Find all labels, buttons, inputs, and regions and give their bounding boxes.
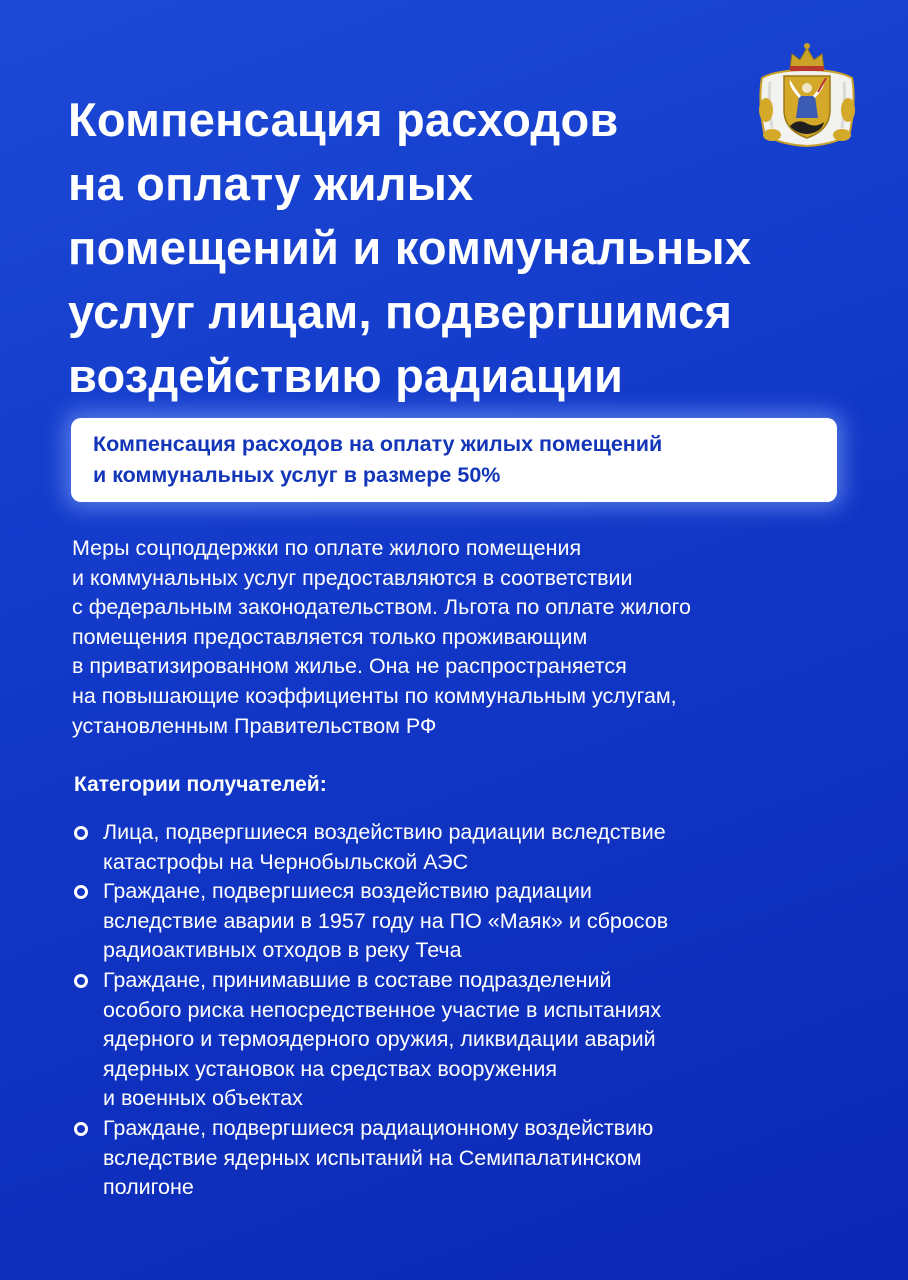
list-item-line: ядерного и термоядерного оружия, ликвидации аварий bbox=[103, 1027, 656, 1052]
list-item-line: вследствие аварии в 1957 году на ПО «Маяк» и сбросов bbox=[103, 908, 669, 933]
description-line: с федеральным законодательством. Льгота по оплате жилого bbox=[72, 595, 691, 620]
description-line: в приватизированном жилье. Она не распространяется bbox=[72, 654, 627, 679]
list-item bbox=[72, 966, 872, 1114]
bullet-ring-icon bbox=[74, 885, 88, 899]
list-item bbox=[72, 818, 872, 877]
description-line: и коммунальных услуг предоставляются в соответствии bbox=[72, 565, 633, 590]
highlight-line: Компенсация расходов на оплату жилых помещений bbox=[93, 432, 663, 456]
list-item-line: Граждане, подвергшиеся воздействию радиации bbox=[103, 879, 592, 904]
list-item-line: Граждане, принимавшие в составе подразделений bbox=[103, 967, 612, 992]
list-item-line: катастрофы на Чернобыльской АЭС bbox=[103, 849, 469, 874]
list-item-line: Граждане, подвергшиеся радиационному воздействию bbox=[103, 1115, 654, 1140]
list-item bbox=[72, 877, 872, 966]
list-item-line: ядерных установок на средствах вооружения bbox=[103, 1056, 557, 1081]
list-item-line: Лица, подвергшиеся воздействию радиации вследствие bbox=[103, 820, 666, 844]
description-line: установленным Правительством РФ bbox=[72, 713, 437, 738]
highlight-line: и коммунальных услуг в размере 50% bbox=[93, 463, 501, 487]
list-item-line: и военных объектах bbox=[103, 1086, 303, 1111]
list-item-line: радиоактивных отходов в реку Теча bbox=[103, 938, 462, 963]
bullet-ring-icon bbox=[74, 974, 88, 988]
list-item-line: полигоне bbox=[103, 1175, 194, 1200]
categories-list bbox=[72, 818, 872, 1203]
list-item-line: вследствие ядерных испытаний на Семипалатинском bbox=[103, 1145, 642, 1170]
description-line: Меры соцподдержки по оплате жилого помещения bbox=[72, 536, 582, 560]
categories-heading: Категории получателей: bbox=[74, 773, 327, 796]
title-line: помещений и коммунальных bbox=[68, 221, 752, 274]
title-line: услуг лицам, подвергшимся bbox=[68, 285, 733, 338]
description-line: помещения предоставляется только проживающим bbox=[72, 624, 588, 649]
coat-of-arms-icon bbox=[752, 40, 862, 152]
title-line: воздействию радиации bbox=[68, 349, 624, 402]
page-title bbox=[68, 88, 808, 408]
bullet-ring-icon bbox=[74, 1122, 88, 1136]
title-line: Компенсация расходов bbox=[68, 93, 619, 146]
list-item bbox=[72, 1114, 872, 1203]
list-item-line: особого риска непосредственное участие в испытаниях bbox=[103, 997, 662, 1022]
bullet-ring-icon bbox=[74, 826, 88, 840]
description-paragraph bbox=[72, 534, 892, 741]
description-line: на повышающие коэффициенты по коммунальным услугам, bbox=[72, 683, 677, 708]
highlight-card bbox=[71, 418, 837, 502]
title-line: на оплату жилых bbox=[68, 157, 474, 210]
